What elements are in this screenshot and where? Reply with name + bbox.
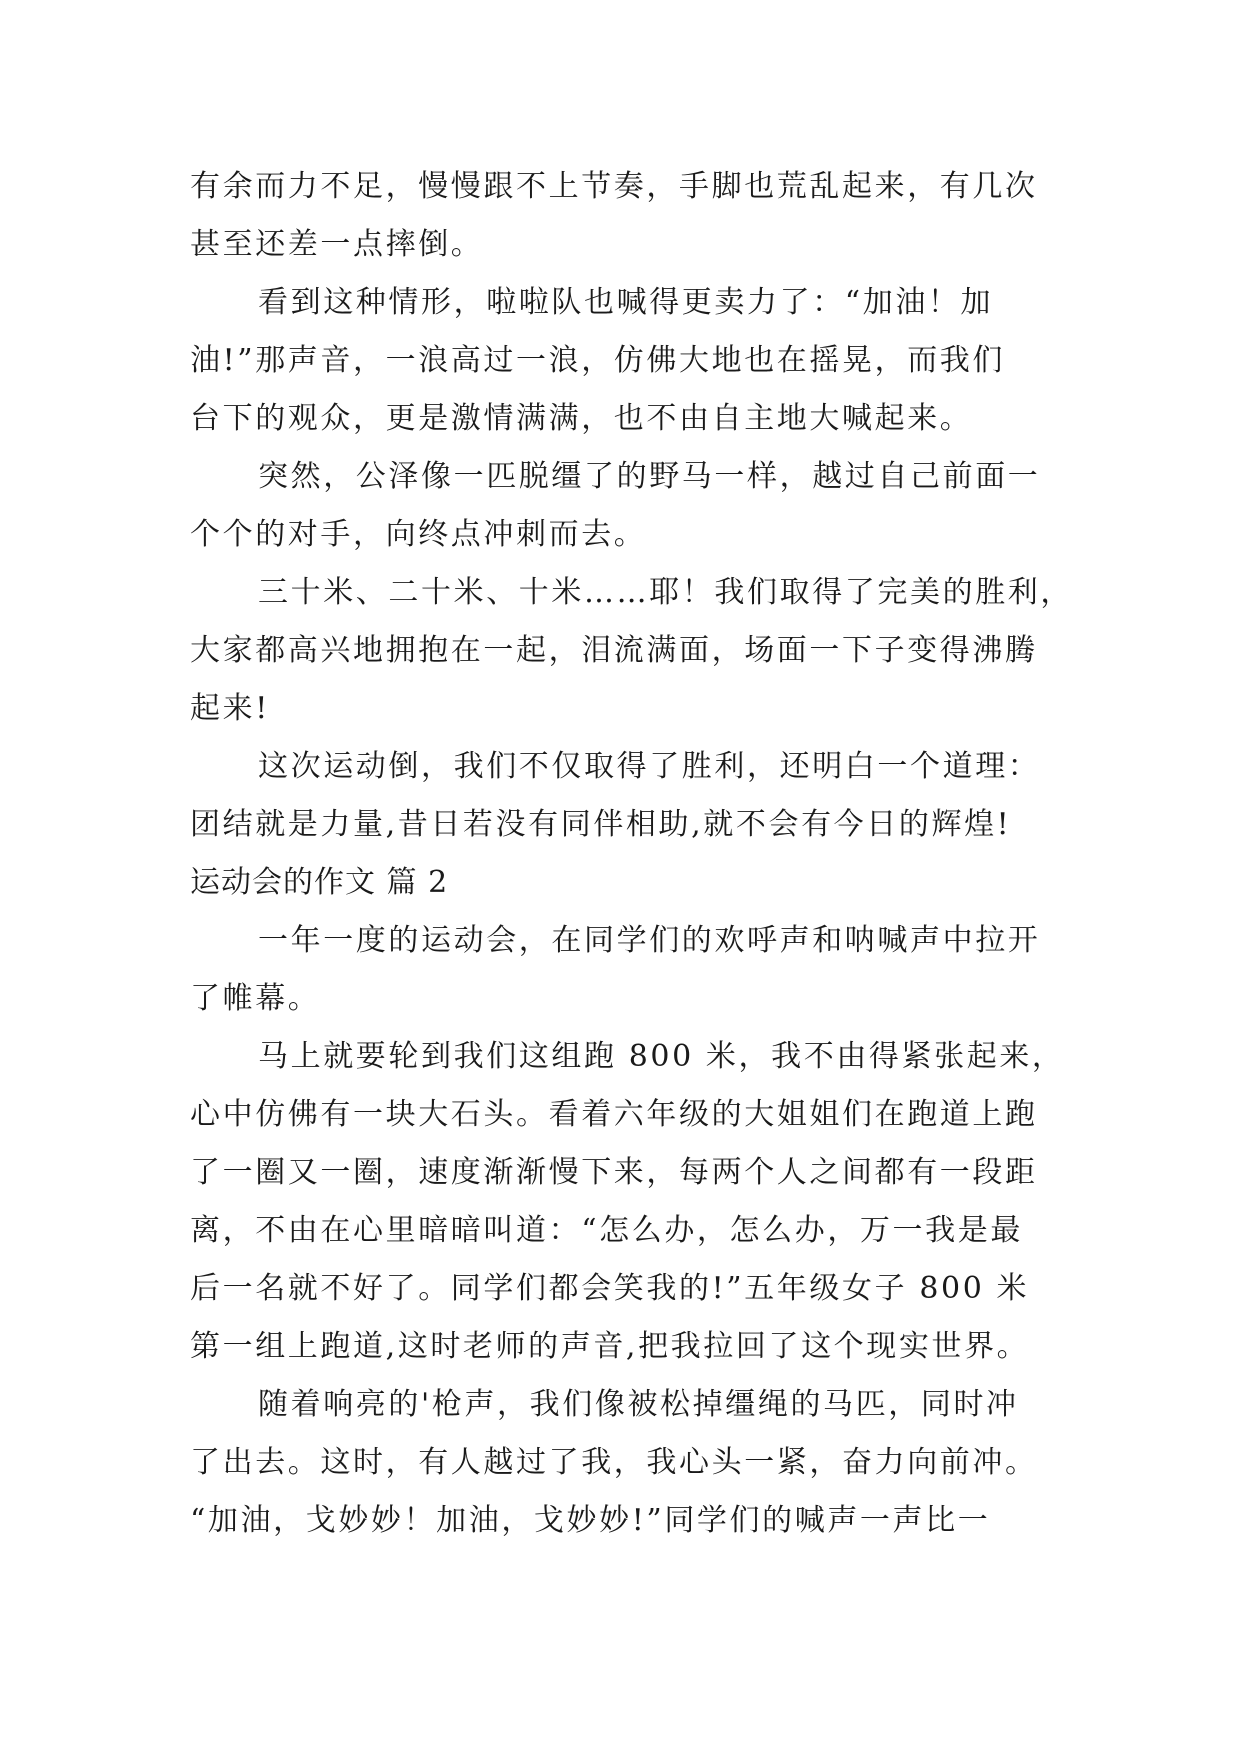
text-line: 了出去。这时，有人越过了我，我心头一紧，奋力向前冲。 [190, 1445, 1038, 1480]
text-line: 油!”那声音，一浪高过一浪，仿佛大地也在摇晃，而我们 [190, 343, 1005, 378]
text-line: 后一名就不好了。同学们都会笑我的!”五年级女子 800 米 [190, 1271, 1030, 1306]
text-line: “加油，戈妙妙！加油，戈妙妙!”同学们的喊声一声比一 [190, 1503, 991, 1538]
text-line: 大家都高兴地拥抱在一起，泪流满面，场面一下子变得沸腾 [190, 633, 1038, 668]
text-line: 离，不由在心里暗暗叫道：“怎么办，怎么办，万一我是最 [190, 1213, 1023, 1248]
text-line: 心中仿佛有一块大石头。看着六年级的大姐姐们在跑道上跑 [190, 1097, 1038, 1132]
text-line: 台下的观众，更是激情满满，也不由自主地大喊起来。 [190, 401, 973, 436]
paragraph-start-line: 一年一度的运动会，在同学们的欢呼声和呐喊声中拉开 [258, 923, 1041, 958]
paragraph-start-line: 看到这种情形，啦啦队也喊得更卖力了：“加油！加 [258, 285, 994, 320]
text-line: 团结就是力量,昔日若没有同伴相助,就不会有今日的辉煌! [190, 807, 1012, 842]
text-line: 第一组上跑道,这时老师的声音,把我拉回了这个现实世界。 [190, 1329, 1030, 1364]
text-line: 个个的对手，向终点冲刺而去。 [190, 517, 647, 552]
paragraph-start-line: 三十米、二十米、十米……耶！我们取得了完美的胜利， [258, 575, 1073, 610]
paragraph-start-line: 这次运动倒，我们不仅取得了胜利，还明白一个道理： [258, 749, 1041, 784]
text-line: 有余而力不足，慢慢跟不上节奏，手脚也荒乱起来，有几次 [190, 169, 1038, 204]
essay-body [190, 158, 1073, 1550]
paragraph-start-line: 突然，公泽像一匹脱缰了的野马一样，越过自己前面一 [258, 459, 1041, 494]
text-line: 了一圈又一圈，速度渐渐慢下来，每两个人之间都有一段距 [190, 1155, 1038, 1190]
paragraph-start-line: 随着响亮的'枪声，我们像被松掉缰绳的马匹，同时冲 [258, 1387, 1019, 1422]
text-line: 起来! [190, 691, 270, 726]
section-heading: 运动会的作文 篇 2 [190, 865, 449, 900]
text-line: 了帷幕。 [190, 981, 321, 1016]
paragraph-start-line: 马上就要轮到我们这组跑 800 米，我不由得紧张起来， [258, 1039, 1065, 1074]
text-line: 甚至还差一点摔倒。 [190, 227, 484, 262]
